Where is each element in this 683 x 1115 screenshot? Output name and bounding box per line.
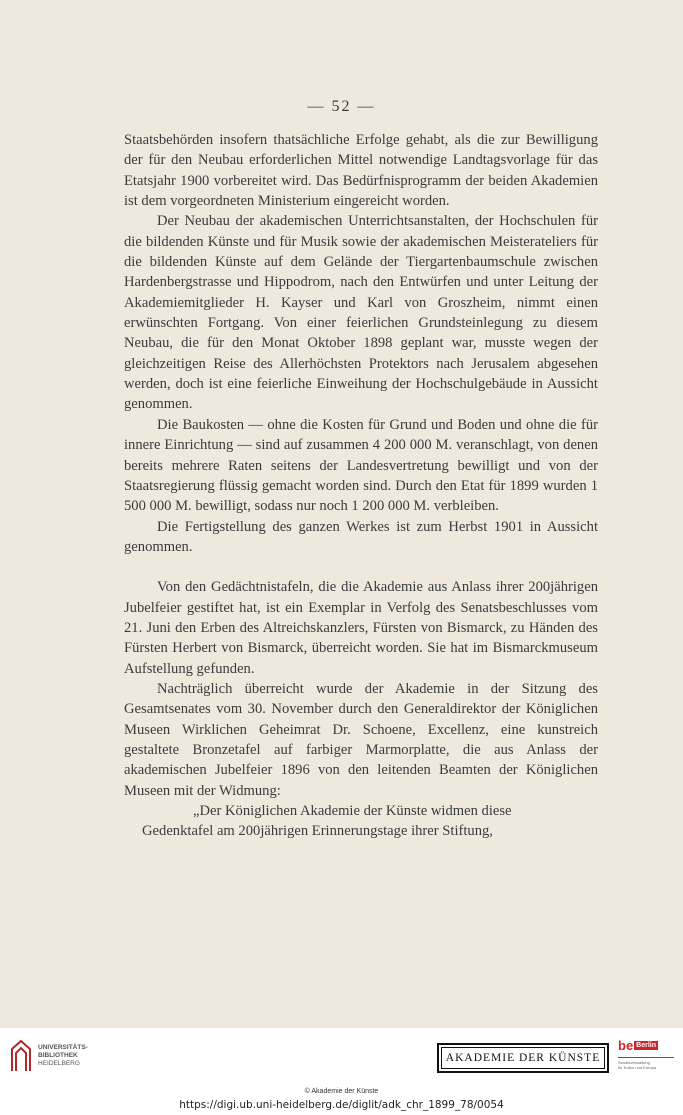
akademie-label: AKADEMIE DER KÜNSTE [445, 1052, 601, 1064]
ub-logo-text [38, 1044, 88, 1068]
berlin-sub-line: Senatsverwaltung [618, 1060, 650, 1065]
permalink-url[interactable]: https://digi.ub.uni-heidelberg.de/diglit/adk_chr_1899_78/0054 [179, 1099, 504, 1111]
berlin-tag: Berlin [636, 1042, 657, 1049]
quote-line: „Der Königlichen Akademie der Künste widmen diese [193, 803, 512, 819]
ub-line: HEIDELBERG [38, 1060, 80, 1067]
ub-heidelberg-logo[interactable] [8, 1036, 128, 1076]
quote-line: Gedenktafel am 200jährigen Erinnerungstage ihrer Stiftung, [142, 823, 493, 840]
berlin-sub-line: für Kultur und Europa [618, 1065, 657, 1070]
berlin-mark [618, 1038, 674, 1053]
body-text [124, 130, 598, 842]
berlin-logo[interactable] [618, 1038, 674, 1078]
akademie-logo[interactable] [437, 1043, 609, 1073]
berlin-mark-text: be [618, 1038, 634, 1053]
paragraph: Die Baukosten — ohne die Kosten für Grund und Boden und ohne die für innere Einrichtung — sind auf zusammen 4 200 000 M. veranschlagt, von denen bereits mehrere Raten seitens der Landesvertretung bewilligt und von der Staatsregierung flüssig gemacht worden sind. Durch den Etat für 1899 wurden 1 500 000 M. bewilligt, sodass nur noch 1 200 000 M. verbleiben. [124, 416, 598, 515]
paragraph: Staatsbehörden insofern thatsächliche Erfolge gehabt, als die zur Bewilligung der für den Neubau erforderlichen Mittel notwendige Landtagsvorlage für das Etatsjahr 1900 vorbereitet wird. Das Bedürfnisprogramm der beiden Akademien ist dem vorgeordneten Ministerium eingereicht worden. [124, 132, 598, 210]
ub-logo-icon [8, 1037, 34, 1075]
paragraph: Nachträglich überreicht wurde der Akademie in der Sitzung des Gesamtsenates vom 30. November durch den Generaldirektor der Königlichen Museen Wirklichen Geheimrat Dr. Schoene, Excellenz, eine kunstreich gestaltete Bronzetafel auf farbiger Marmorplatte, die aus Anlass der akademischen Jubelfeier 1896 von den leitenden Beamten der Königlichen Museen mit der Widmung: [124, 680, 598, 799]
paragraph: Der Neubau der akademischen Unterrichtsanstalten, der Hochschulen für die bildenden Künste und für Musik sowie der akademischen Meisterateliers für die bildenden Künste auf dem Gelände der Tiergartenbaumschule zwischen Hardenbergstrasse und Hippodrom, nach den Entwürfen und unter Leitung der Akademiemitglieder H. Kayser und Karl von Groszheim, nimmt einen erwünschten Fortgang. Von einer feierlichen Grundsteinlegung zu diesem Neubau, die für den Monat Oktober 1898 geplant war, musste wegen der gleichzeitigen Reise des Allerhöchsten Protektors nach Jerusalem abgesehen werden, doch ist eine feierliche Einweihung der Hochschulgebäude in Aussicht genommen. [124, 213, 598, 413]
paragraph: Von den Gedächtnistafeln, die die Akademie aus Anlass ihrer 200jährigen Jubelfeier gestiftet hat, ist ein Exemplar in Verfolg des Senatsbeschlusses vom 21. Juni den Erben des Altreichskanzlers, Fürsten von Bismarck, zu Händen des Fürsten Herbert von Bismarck, überreicht worden. Sie hat im Bismarckmuseum Aufstellung gefunden. [124, 579, 598, 677]
copyright-notice: © Akademie der Künste [304, 1088, 379, 1095]
page-number: — 52 — [307, 98, 376, 115]
viewer-footer [0, 1028, 683, 1115]
berlin-subtitle [618, 1057, 674, 1070]
ub-line: BIBLIOTHEK [38, 1052, 78, 1059]
ub-line: UNIVERSITÄTS- [38, 1044, 88, 1051]
paragraph: Die Fertigstellung des ganzen Werkes ist zum Herbst 1901 in Aussicht genommen. [124, 518, 598, 555]
